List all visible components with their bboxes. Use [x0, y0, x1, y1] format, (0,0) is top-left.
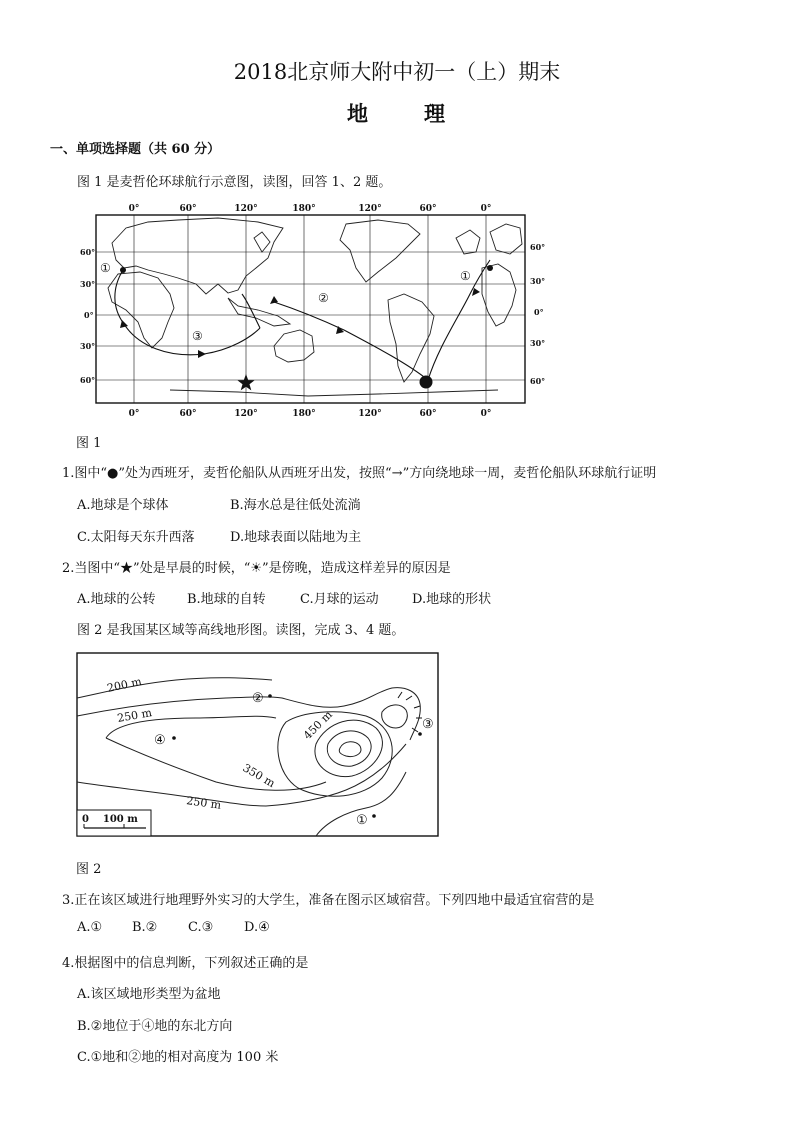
- bottom-lon-label: 120°: [358, 409, 382, 419]
- point-label: ③: [422, 717, 434, 732]
- black-circle-icon: [420, 376, 433, 389]
- left-lat-label: 30°: [80, 341, 96, 351]
- question-1-stem: 1.图中“●”处为西班牙，麦哲伦船队从西班牙出发，按照“→”方向绕地球一周，麦哲伦船队环球航行证明: [62, 466, 657, 481]
- spain-dot-icon: [120, 267, 126, 273]
- q2-option-a: A.地球的公转: [77, 592, 156, 607]
- route-marker: ③: [192, 329, 203, 343]
- point-label: ①: [356, 813, 368, 828]
- contour-label: 450 m: [300, 708, 335, 743]
- bottom-lon-label: 60°: [419, 409, 437, 419]
- map-frame: [96, 215, 525, 403]
- point-label: ②: [252, 691, 264, 706]
- voyage-route: [115, 260, 490, 380]
- right-lat-label: 60°: [530, 242, 546, 252]
- left-lat-label: 60°: [80, 247, 96, 257]
- q4-option-b: B.②地位于④地的东北方向: [77, 1019, 233, 1034]
- map-graticule: [96, 215, 525, 403]
- left-lat-label: 30°: [80, 279, 96, 289]
- subject-char-2: 理: [424, 101, 447, 126]
- q2-option-b: B.地球的自转: [187, 592, 266, 607]
- spain-dot-icon: [487, 265, 493, 271]
- contour-label: 250 m: [185, 794, 222, 812]
- right-lat-label: 0°: [534, 307, 544, 317]
- right-lat-label: 30°: [530, 276, 546, 286]
- figure-2-caption: 图 2: [76, 862, 102, 877]
- bottom-lon-label: 180°: [292, 409, 316, 419]
- intro-fig1: 图 1 是麦哲伦环球航行示意图，读图，回答 1、2 题。: [77, 175, 392, 190]
- point-label: ④: [154, 733, 166, 748]
- contour-label: 250 m: [116, 706, 153, 725]
- top-lon-label: 60°: [179, 204, 197, 214]
- subject-char-1: 地: [347, 101, 370, 126]
- bottom-lon-label: 0°: [128, 409, 140, 419]
- right-lat-label: 60°: [530, 376, 546, 386]
- q3-option-b: B.②: [132, 920, 158, 935]
- q3-option-d: D.④: [244, 920, 270, 935]
- left-lat-label: 0°: [84, 310, 94, 320]
- figure-1-caption: 图 1: [76, 436, 102, 451]
- question-4-stem: 4.根据图中的信息判断，下列叙述正确的是: [62, 956, 309, 971]
- continent-outlines: [108, 218, 522, 396]
- right-lat-label: 30°: [530, 338, 546, 348]
- q3-option-a: A.①: [77, 920, 103, 935]
- top-lon-label: 0°: [480, 204, 492, 214]
- figure-1-world-map: [78, 198, 558, 424]
- q1-option-b: B.海水总是往低处流淌: [230, 498, 361, 513]
- intro-fig2: 图 2 是我国某区域等高线地形图。读图，完成 3、4 题。: [77, 623, 405, 638]
- q1-option-d: D.地球表面以陆地为主: [230, 530, 362, 545]
- left-lat-label: 60°: [80, 375, 96, 385]
- route-arrows: [120, 288, 480, 358]
- route-marker: ①: [100, 261, 111, 275]
- top-lon-label: 120°: [234, 204, 258, 214]
- q2-option-c: C.月球的运动: [300, 592, 379, 607]
- q1-option-c: C.太阳每天东升西落: [77, 530, 195, 545]
- scale-label: 0 100 m: [82, 814, 138, 825]
- q3-option-c: C.③: [188, 920, 214, 935]
- top-lon-label: 120°: [358, 204, 382, 214]
- page-title: 2018北京师大附中初一（上）期末: [233, 60, 561, 84]
- bottom-lon-label: 60°: [179, 409, 197, 419]
- top-lon-label: 0°: [128, 204, 140, 214]
- route-marker: ②: [318, 291, 329, 305]
- contour-label: 200 m: [105, 674, 143, 695]
- contour-label: 350 m: [240, 761, 278, 791]
- question-3-stem: 3.正在该区域进行地理野外实习的大学生，准备在图示区域宿营。下列四地中最适宜宿营的是: [62, 893, 595, 908]
- bottom-lon-label: 120°: [234, 409, 258, 419]
- top-lon-label: 180°: [292, 204, 316, 214]
- q2-option-d: D.地球的形状: [412, 592, 492, 607]
- top-lon-label: 60°: [419, 204, 437, 214]
- q4-option-a: A.该区域地形类型为盆地: [77, 987, 221, 1002]
- figure-2-contour-map: [76, 652, 440, 838]
- q1-option-a: A.地球是个球体: [77, 498, 169, 513]
- q4-option-c: C.①地和②地的相对高度为 100 米: [77, 1050, 279, 1065]
- question-2-stem: 2.当图中“★”处是早晨的时候，“☀”是傍晚，造成这样差异的原因是: [62, 561, 451, 576]
- bottom-lon-label: 0°: [480, 409, 492, 419]
- subject-title: [0, 98, 794, 128]
- route-marker: ①: [460, 269, 471, 283]
- section-heading: 一、单项选择题（共 60 分）: [50, 142, 221, 157]
